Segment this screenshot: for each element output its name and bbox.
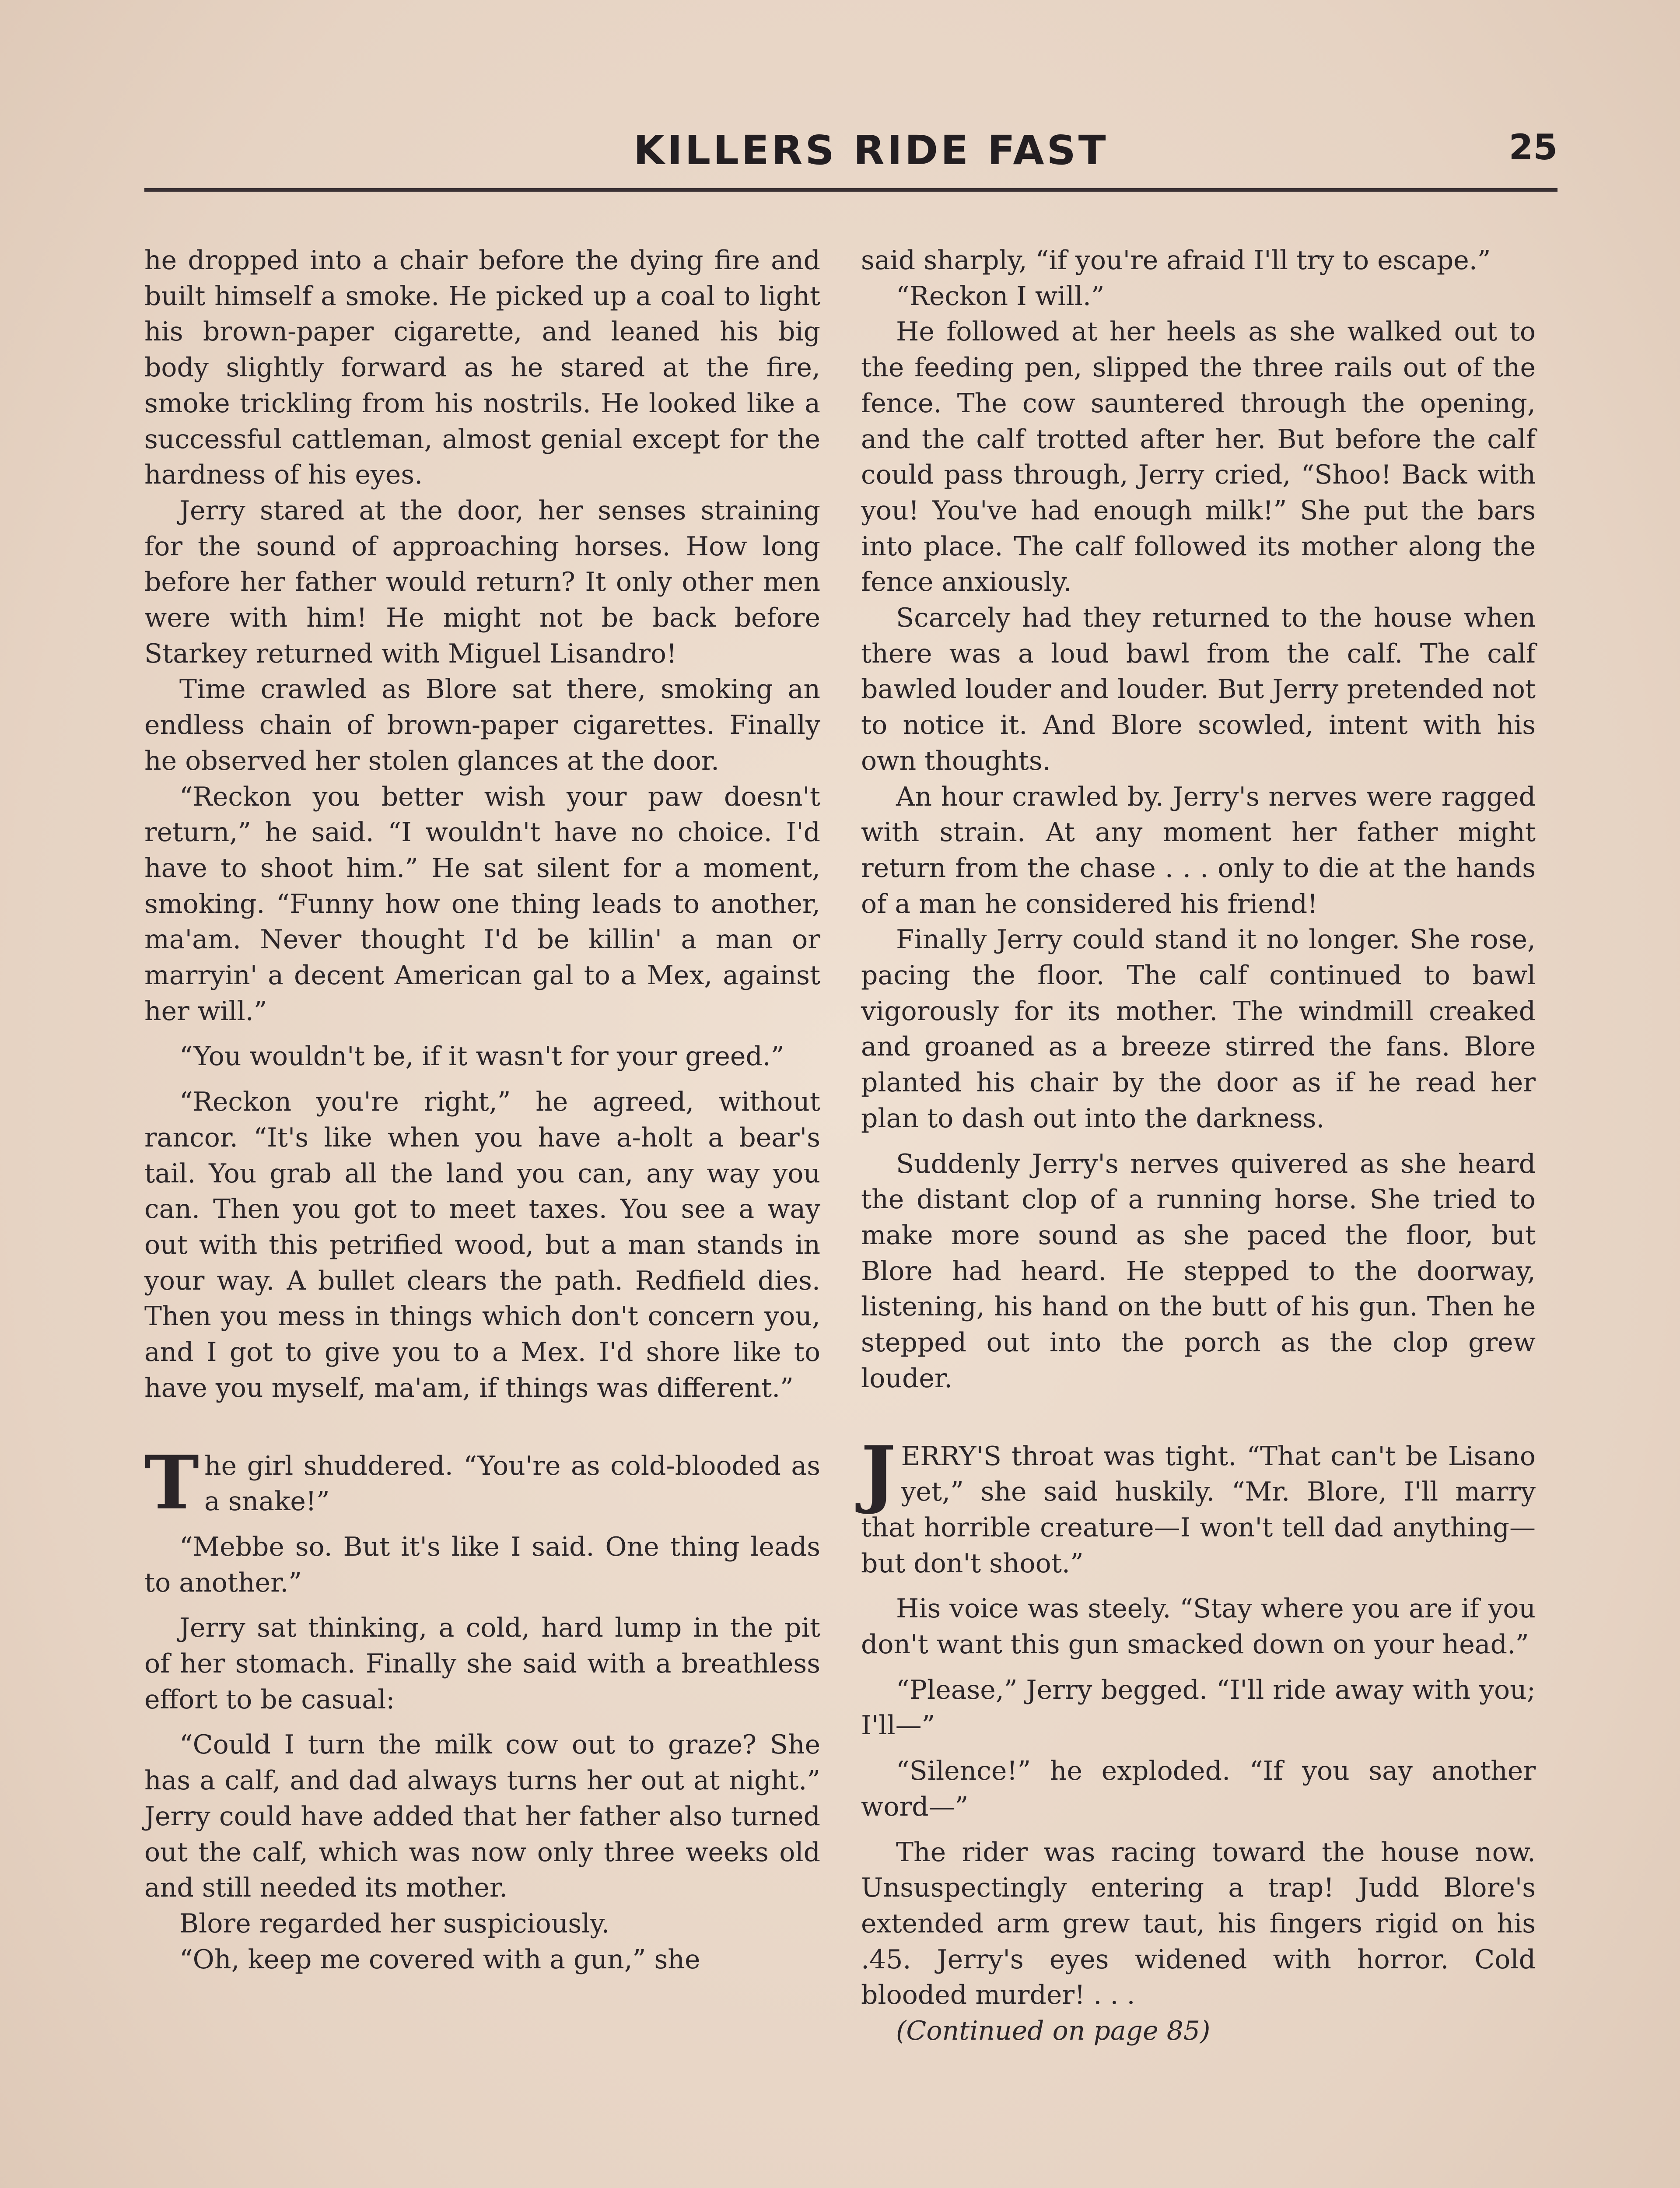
paragraph: “Silence!” he exploded. “If you say another word—”	[861, 1756, 1536, 1822]
right-column	[861, 243, 1536, 2049]
page-number: 25	[1508, 127, 1558, 168]
page-header	[144, 118, 1558, 179]
paragraph: “Mebbe so. But it's like I said. One thing leads to another.”	[144, 1531, 820, 1598]
paragraph: “Reckon you better wish your paw doesn't return,” he said. “I wouldn't have no choice. I'd have to shoot him.” He sat silent for a moment, smoking. “Funny how one thing leads to another, ma'am. Never thought I'd be killin' a man or marryin' a decent American gal to a Mex, against her will.”	[144, 781, 820, 1027]
paragraph: “You wouldn't be, if it wasn't for your greed.”	[179, 1041, 784, 1072]
paragraph-text: he girl shuddered. “You're as cold-blooded as a snake!”	[204, 1450, 820, 1517]
paragraph: “Reckon I will.”	[896, 281, 1105, 312]
paragraph: Time crawled as Blore sat there, smoking an endless chain of brown-paper cigarettes. Finally he observed her stolen glances at the door.	[144, 674, 820, 776]
header-rule	[144, 188, 1558, 192]
continued-notice: (Continued on page 85)	[896, 2016, 1211, 2047]
paragraph: Blore regarded her suspiciously.	[179, 1908, 610, 1939]
drop-cap: J	[861, 1429, 896, 1516]
paragraph: “Oh, keep me covered with a gun,” she	[179, 1944, 700, 1975]
paragraph: An hour crawled by. Jerry's nerves were ragged with strain. At any moment her father might return from the chase . . . only to die at the hands of a man he considered his friend!	[861, 781, 1536, 919]
paragraph: he dropped into a chair before the dying fire and built himself a smoke. He picked up a coal to light his brown-paper cigarette, and leaned his big body slightly forward as he stared at the fire, smoke trickling from his nostrils. He looked like a successful cattleman, almost genial except for the hardness of his eyes.	[144, 245, 820, 491]
running-title: KILLERS RIDE FAST	[634, 127, 1109, 174]
paragraph: Finally Jerry could stand it no longer. She rose, pacing the floor. The calf continued to bawl vigorously for its mother. The windmill creaked and groaned as a breeze stirred the fans. Blore planted his chair by the door as if he read her plan to dash out into the darkness.	[861, 924, 1536, 1134]
paragraph: Jerry sat thinking, a cold, hard lump in the pit of her stomach. Finally she said with a breathless effort to be casual:	[144, 1613, 820, 1715]
paragraph: The rider was racing toward the house now. Unsuspectingly entering a trap! Judd Blore's extended arm grew taut, his fingers rigid on his .45. Jerry's eyes widened with horror. Cold blooded murder! . . .	[861, 1837, 1536, 2011]
paragraph: His voice was steely. “Stay where you are if you don't want this gun smacked down on your head.”	[861, 1593, 1536, 1660]
paragraph: “Please,” Jerry begged. “I'll ride away with you; I'll—”	[861, 1674, 1536, 1741]
paragraph: Scarcely had they returned to the house when there was a loud bawl from the calf. The calf bawled louder and louder. But Jerry pretended not to notice it. And Blore scowled, intent with his own thoughts.	[861, 603, 1536, 776]
section-opening-paragraph	[861, 1429, 1536, 1582]
paragraph: “Could I turn the milk cow out to graze? She has a calf, and dad always turns her out at night.” Jerry could have added that her father also turned out the calf, which was now only three weeks old and still needed its mother.	[144, 1729, 820, 1904]
paragraph: He followed at her heels as she walked out to the feeding pen, slipped the three rails out of the fence. The cow sauntered through the opening, and the calf trotted after her. But before the calf could pass through, Jerry cried, “Shoo! Back with you! You've had enough milk!” She put the bars into place. The calf followed its mother along the fence anxiously.	[861, 316, 1536, 598]
paragraph: Jerry stared at the door, her senses straining for the sound of approaching horses. How long before her father would return? It only other men were with him! He might not be back before Starkey returned with Miguel Lisandro!	[144, 495, 820, 669]
paragraph: Suddenly Jerry's nerves quivered as she heard the distant clop of a running horse. She tried to make more sound as she paced the floor, but Blore had heard. He stepped to the doorway, listening, his hand on the butt of his gun. Then he stepped out into the porch as the clop grew louder.	[861, 1148, 1536, 1394]
paragraph-text: ERRY'S throat was tight. “That can't be Lisano yet,” she said huskily. “Mr. Blore, I'll marry that horrible creature—I won't tell dad anything—but don't shoot.”	[861, 1441, 1536, 1579]
drop-cap: T	[144, 1439, 200, 1526]
section-opening-paragraph	[144, 1439, 820, 1526]
paragraph: “Reckon you're right,” he agreed, without rancor. “It's like when you have a-holt a bear's tail. You grab all the land you can, any way you can. Then you got to meet taxes. You see a way out with this petrified wood, but a man stands in your way. A bullet clears the path. Redfield dies. Then you mess in things which don't concern you, and I got to give you to a Mex. I'd shore like to have you myself, ma'am, if things was different.”	[144, 1087, 820, 1403]
left-column	[144, 243, 820, 1978]
paragraph: said sharply, “if you're afraid I'll try to escape.”	[861, 245, 1491, 276]
